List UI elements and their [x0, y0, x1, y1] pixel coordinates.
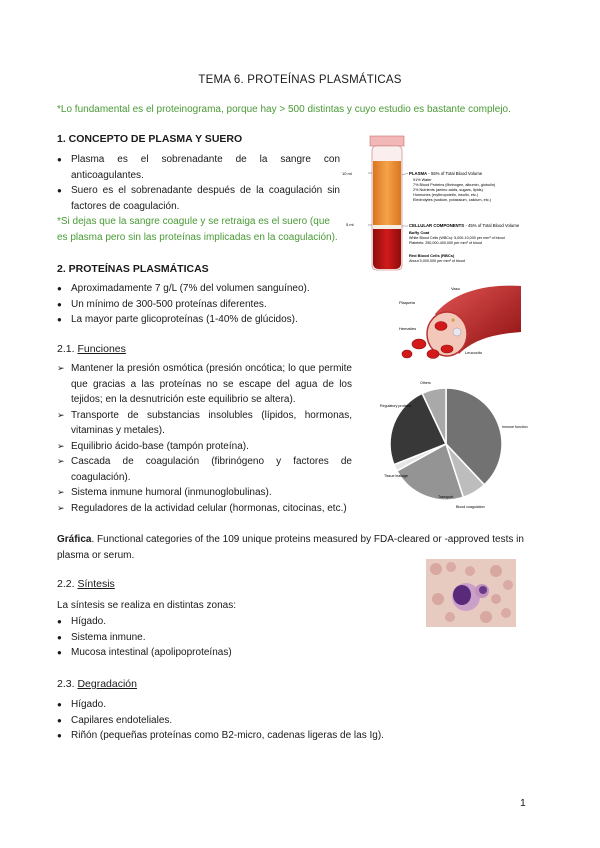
- cell-nucleus: [479, 586, 487, 594]
- rbc-line: About 5,000,000 per mm³ of blood: [409, 259, 465, 263]
- platelet-label: Plaqueta: [399, 300, 415, 305]
- page-title: TEMA 6. PROTEÍNAS PLASMÁTICAS: [198, 74, 402, 86]
- scale-mid-label: 5 ml: [346, 222, 354, 227]
- rbc-heading: Red Blood Cells (RBCs): [409, 253, 455, 258]
- functions-heading: [57, 343, 126, 355]
- degradation-title: Degradación: [77, 678, 137, 690]
- white-blood-cell: [453, 328, 461, 336]
- list-item: ➢ Transporte de substancias insolubles (lípidos, hormonas, vitaminas y metales).: [57, 408, 352, 439]
- functions-title: Funciones: [77, 343, 126, 355]
- plasma-heading-rest: - 55% of Total Blood Volume: [427, 171, 483, 176]
- page-number: 1: [520, 797, 526, 809]
- pie-label-coagulation: Blood coagulation: [456, 505, 485, 509]
- section1-list: [57, 152, 340, 214]
- plasma-heading-bold: PLASMA: [409, 171, 428, 176]
- section2-list: [57, 281, 347, 328]
- synthesis-list: [57, 614, 357, 661]
- degradation-list: [57, 697, 477, 744]
- section1-heading: 1. CONCEPTO DE PLASMA Y SUERO: [57, 133, 243, 145]
- rbc-label: Hematíes: [399, 326, 417, 331]
- list-item: ➢ Sistema inmune humoral (inmunoglobulinas).: [57, 485, 352, 501]
- plasma-line: Hormones (erythropoietin, insulin, etc.): [413, 193, 479, 197]
- cellular-heading-rest: - 45% of Total Blood Volume: [464, 223, 520, 228]
- list-item: ● Riñón (pequeñas proteínas como B2-micro, cadenas ligeras de las Ig).: [57, 728, 477, 744]
- blood-vessel-figure: [395, 282, 523, 364]
- red-blood-cell: [435, 322, 447, 331]
- plasma-line: 2% Nutrients (amino acids, sugars, lipids): [413, 188, 483, 192]
- graph-caption-text: . Functional categories of the 109 unique proteins measured by FDA-cleared or -approved tests in plasma or serum.: [57, 534, 524, 561]
- plasma-line: 91% Water: [413, 178, 432, 182]
- buffy-line: White Blood Cells (WBCs): 5,000-10,000 per mm³ of blood: [409, 236, 505, 240]
- protein-functions-pie-chart: [362, 374, 530, 518]
- graph-caption-label: Gráfica: [57, 534, 92, 545]
- list-item: ● Un mínimo de 300-500 proteínas diferentes.: [57, 297, 347, 313]
- tube-cap: [370, 136, 404, 146]
- list-item: ➢ Equilibrio ácido-base (tampón proteína).: [57, 439, 352, 455]
- blood-tube-figure: [342, 133, 542, 278]
- list-item: ● Plasma es el sobrenadante de la sangre con anticoagulantes.: [57, 152, 340, 183]
- platelet: [451, 318, 454, 321]
- red-blood-cell: [427, 350, 439, 359]
- functions-number: 2.1.: [57, 343, 75, 355]
- list-item: ➢ Mantener la presión osmótica (presión oncótica; lo que permite que gracias a las proteínas no se escape del agua de los tejidos; en la desnutrición este equilibrio se altera).: [57, 361, 352, 408]
- pie-label-transport: Transport: [438, 495, 454, 499]
- section1-note: *Si dejas que la sangre coagule y se retraiga es el suero (que es plasma pero sin las proteínas implicadas en la coagulación).: [57, 216, 338, 243]
- buffy-coat-layer: [373, 225, 401, 229]
- pie-label-others: Others: [420, 381, 431, 385]
- cellular-heading: [409, 223, 520, 228]
- vessel-label: Vaso: [451, 286, 460, 291]
- plasma-line: 7% Blood Proteins (fibrinogen, albumin, globulin): [413, 183, 496, 187]
- list-item: ● Capilares endoteliales.: [57, 713, 477, 729]
- buffy-heading: Buffy Coat: [409, 230, 430, 235]
- degradation-number: 2.3.: [57, 678, 75, 690]
- list-item: ● Sistema inmune.: [57, 630, 357, 646]
- cellular-heading-bold: CELLULAR COMPONENTS: [409, 223, 465, 228]
- plasma-layer: [373, 161, 401, 225]
- plasma-line: Electrolytes (sodium, potassium, calcium, etc.): [413, 198, 492, 202]
- red-blood-cell: [402, 350, 412, 358]
- blood-smear-image: [426, 559, 516, 627]
- section2-heading: 2. PROTEÍNAS PLASMÁTICAS: [57, 263, 209, 275]
- red-blood-cell: [441, 345, 453, 353]
- degradation-heading: [57, 678, 137, 690]
- functions-list: [57, 361, 352, 516]
- list-item: ● Hígado.: [57, 697, 477, 713]
- list-item: ● Hígado.: [57, 614, 357, 630]
- pie-label-regulatory: Regulatory proteins: [380, 404, 412, 408]
- list-item: ● La mayor parte glicoproteínas (1-40% de glúcidos).: [57, 312, 347, 328]
- list-item: ● Aproximadamente 7 g/L (7% del volumen sanguíneo).: [57, 281, 347, 297]
- synthesis-heading: [57, 578, 115, 590]
- wbc-label: Leucocito: [465, 350, 483, 355]
- pie-label-immune: Inmune function: [502, 425, 528, 429]
- synthesis-title: Síntesis: [77, 578, 115, 590]
- list-item: ➢ Reguladores de la actividad celular (hormonas, citocinas, etc.): [57, 501, 352, 517]
- synthesis-intro: La síntesis se realiza en distintas zonas:: [57, 600, 236, 611]
- scale-top-label: 10 ml: [342, 171, 352, 176]
- plasma-heading: [409, 171, 483, 176]
- rbc-layer: [373, 229, 401, 269]
- synthesis-number: 2.2.: [57, 578, 75, 590]
- list-item: ➢ Cascada de coagulación (fibrinógeno y factores de coagulación).: [57, 454, 352, 485]
- cell-nucleus: [453, 585, 471, 605]
- red-blood-cell: [412, 339, 426, 349]
- list-item: ● Suero es el sobrenadante después de la coagulación sin factores de coagulación.: [57, 183, 340, 214]
- pie-label-tissue: Tissue leakage: [384, 474, 409, 478]
- list-item: ● Mucosa intestinal (apolipoproteínas): [57, 645, 357, 661]
- intro-note: *Lo fundamental es el proteinograma, porque hay > 500 distintas y cuyo estudio es bastante complejo.: [57, 104, 511, 115]
- buffy-line: Platelets: 250,000-400,000 per mm³ of blood: [409, 241, 482, 245]
